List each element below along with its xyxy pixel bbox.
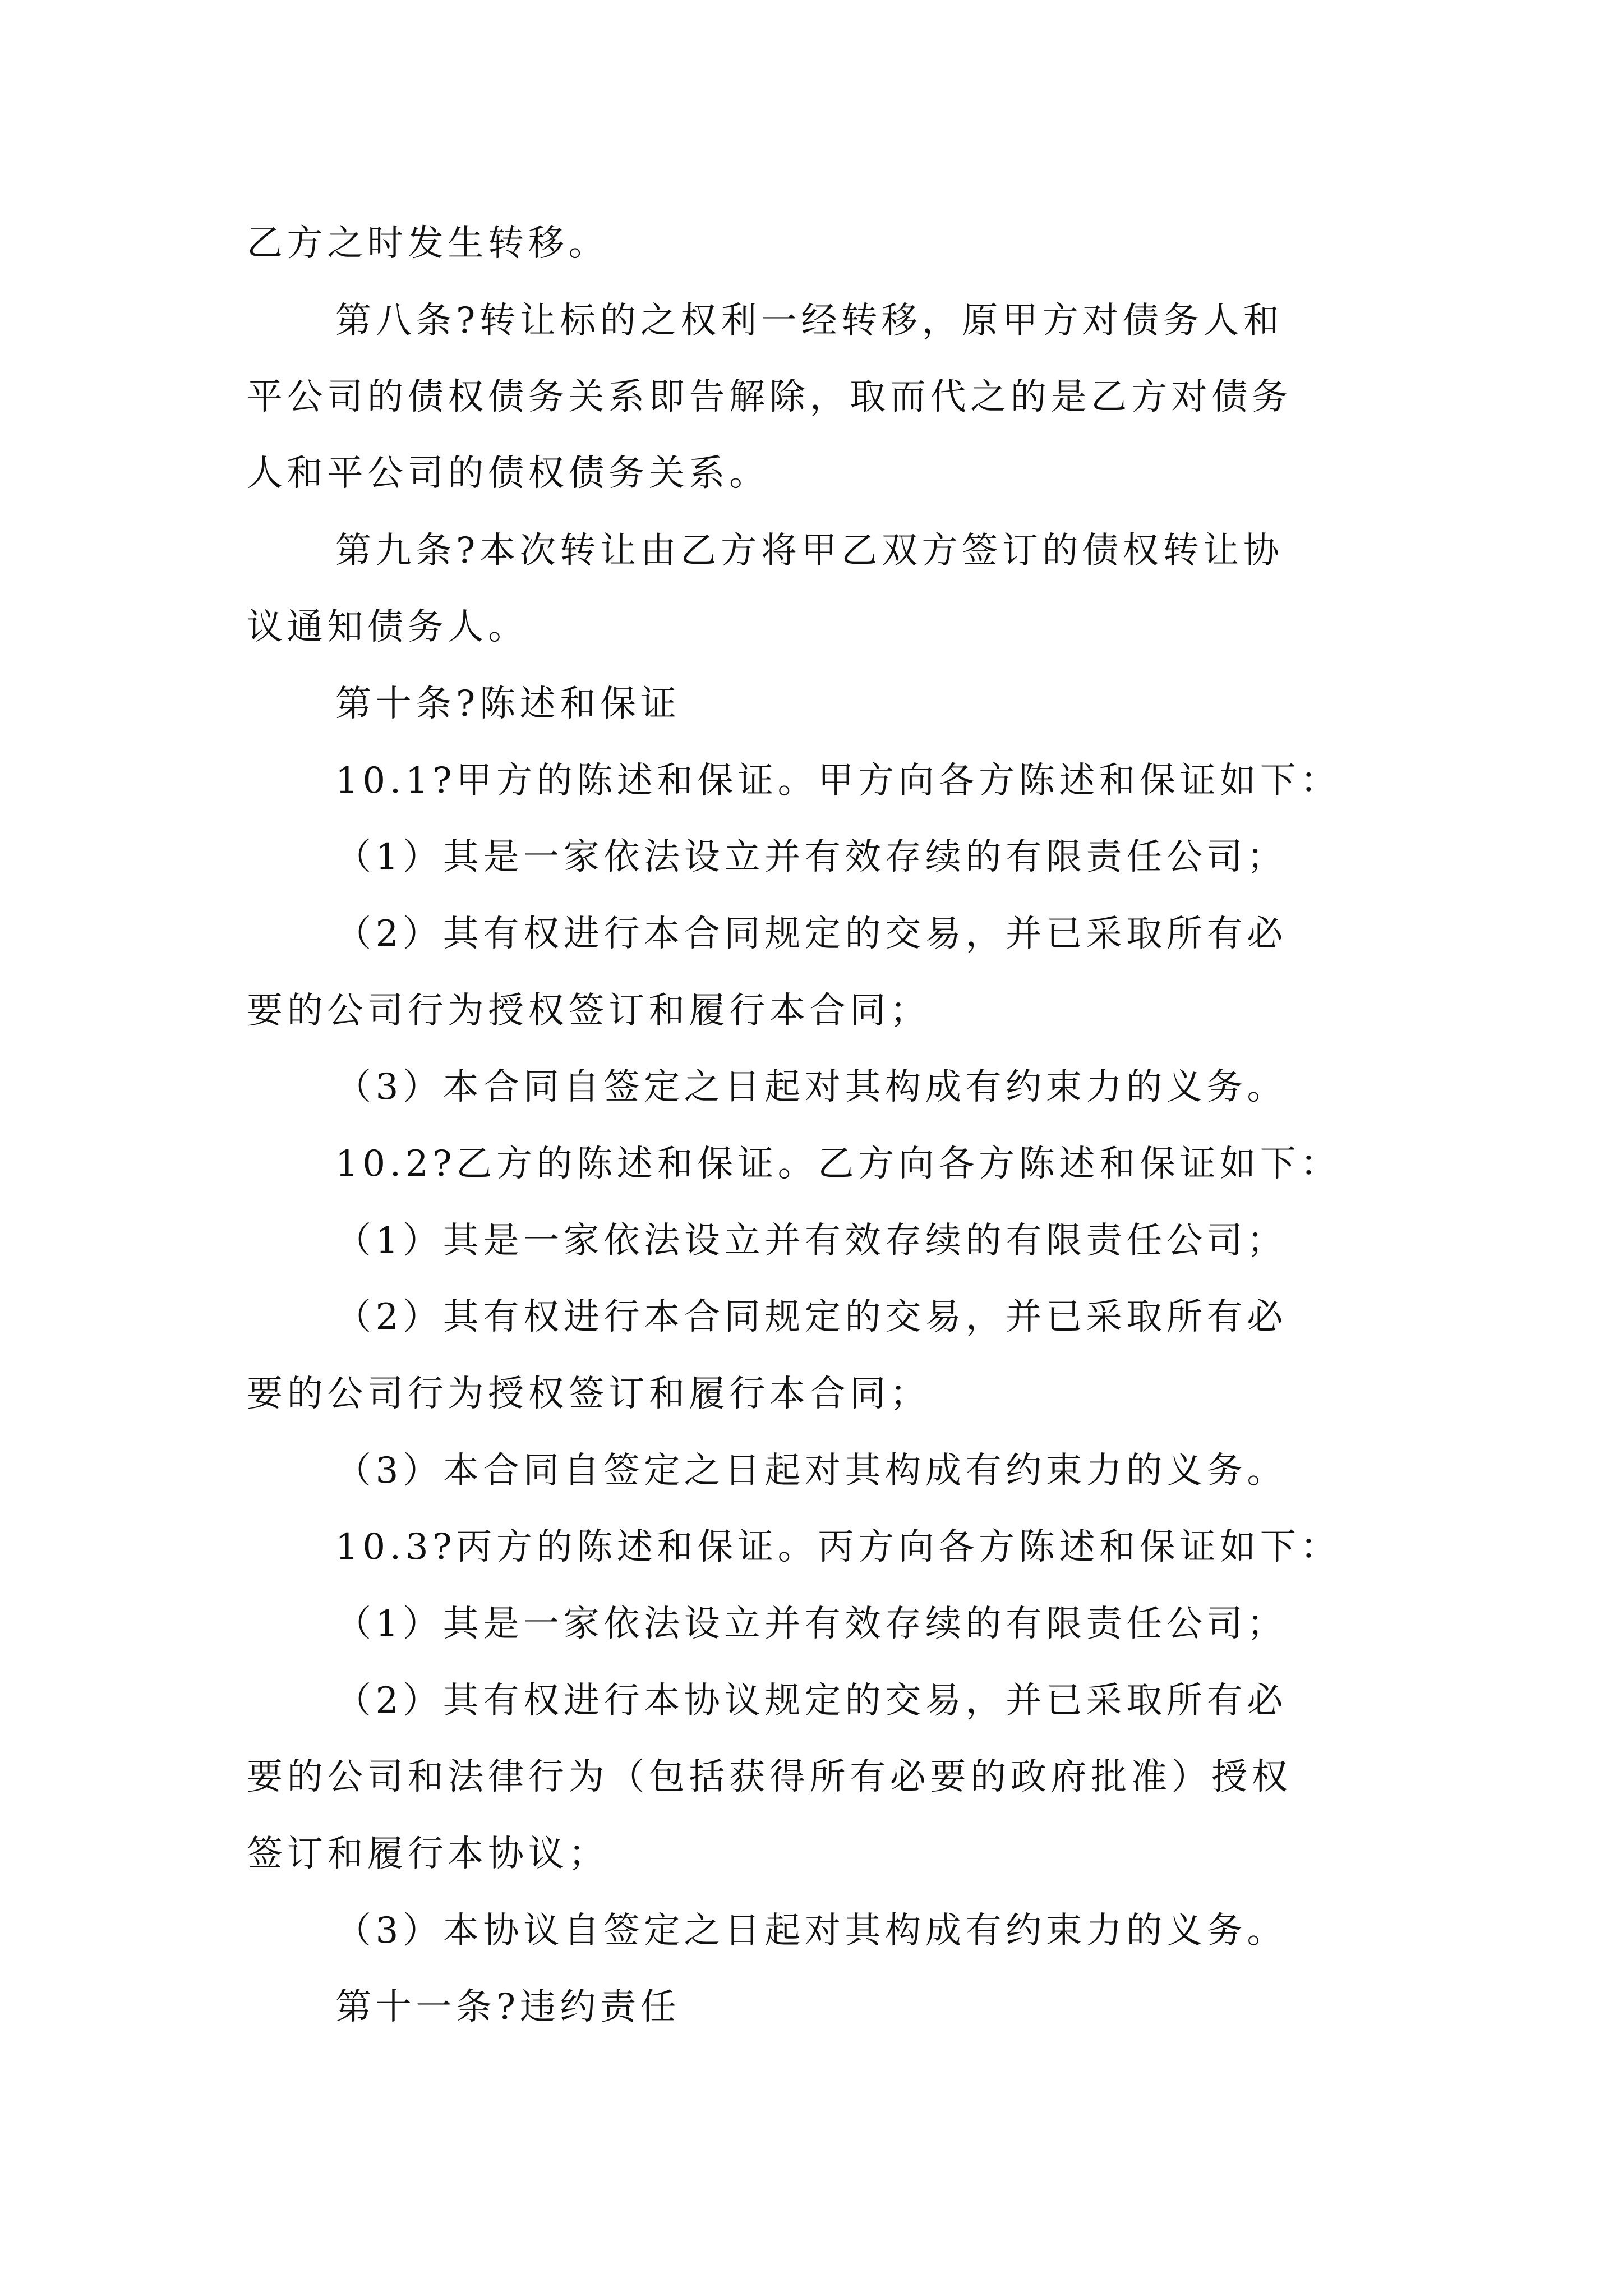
text-line: 议通知债务人。 bbox=[247, 606, 528, 648]
text-line: （2）其有权进行本合同规定的交易，并已采取所有必 bbox=[335, 913, 1288, 955]
text-line: 乙方之时发生转移。 bbox=[247, 223, 609, 264]
text-line: 第十一条?违约责任 bbox=[335, 1986, 681, 2028]
text-line: 10.3?丙方的陈述和保证。丙方向各方陈述和保证如下： bbox=[335, 1526, 1341, 1568]
text-line: 要的公司和法律行为（包括获得所有必要的政府批准）授权 bbox=[247, 1756, 1292, 1798]
text-line: （2）其有权进行本协议规定的交易，并已采取所有必 bbox=[335, 1680, 1288, 1722]
text-line: （1）其是一家依法设立并有效存续的有限责任公司； bbox=[335, 836, 1288, 878]
text-line: 要的公司行为授权签订和履行本合同； bbox=[247, 1373, 930, 1415]
text-line: （3）本合同自签定之日起对其构成有约束力的义务。 bbox=[335, 1450, 1288, 1492]
text-line: 第九条?本次转让由乙方将甲乙双方签订的债权转让协 bbox=[335, 530, 1284, 572]
text-line: 10.2?乙方的陈述和保证。乙方向各方陈述和保证如下： bbox=[335, 1143, 1341, 1185]
text-line: （3）本协议自签定之日起对其构成有约束力的义务。 bbox=[335, 1910, 1288, 1952]
text-line: 第八条?转让标的之权利一经转移，原甲方对债务人和 bbox=[335, 300, 1284, 342]
text-line: 第十条?陈述和保证 bbox=[335, 683, 681, 725]
text-line: （3）本合同自签定之日起对其构成有约束力的义务。 bbox=[335, 1066, 1288, 1108]
text-line: 要的公司行为授权签订和履行本合同； bbox=[247, 990, 930, 1032]
text-line: 平公司的债权债务关系即告解除，取而代之的是乙方对债务 bbox=[247, 376, 1292, 418]
text-line: （1）其是一家依法设立并有效存续的有限责任公司； bbox=[335, 1603, 1288, 1645]
text-line: 人和平公司的债权债务关系。 bbox=[247, 453, 769, 494]
text-line: 签订和履行本协议； bbox=[247, 1833, 609, 1875]
text-line: （1）其是一家依法设立并有效存续的有限责任公司； bbox=[335, 1220, 1288, 1262]
text-line: 10.1?甲方的陈述和保证。甲方向各方陈述和保证如下： bbox=[335, 760, 1341, 802]
text-line: （2）其有权进行本合同规定的交易，并已采取所有必 bbox=[335, 1296, 1288, 1338]
